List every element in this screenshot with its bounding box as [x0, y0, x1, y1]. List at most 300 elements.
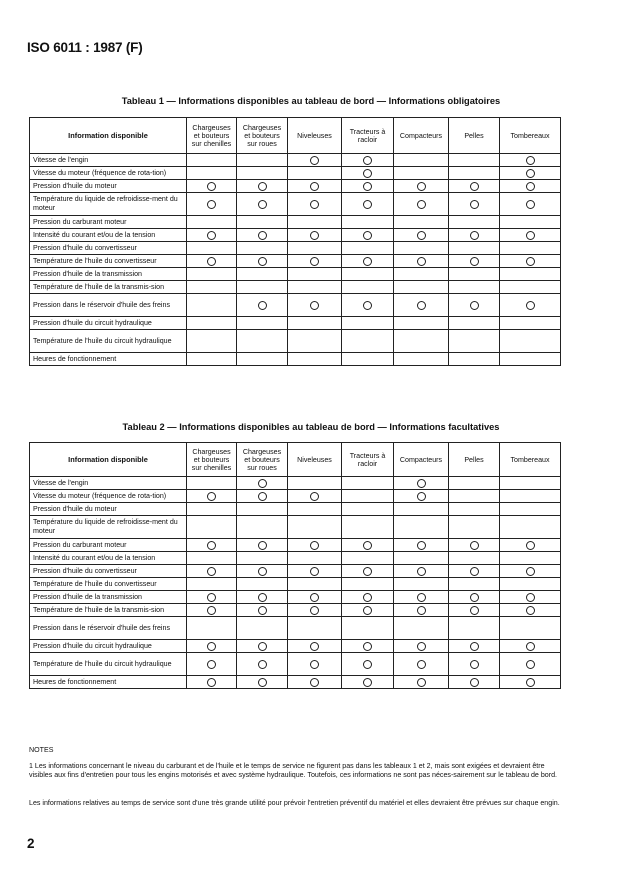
column-header-7: Tombereaux — [500, 443, 561, 477]
row-label: Vitesse du moteur (fréquence de rota-tion) — [30, 490, 187, 503]
table1-body — [30, 154, 561, 366]
circle-mark-icon — [207, 567, 216, 576]
mark-cell — [394, 193, 449, 216]
circle-mark-icon — [417, 660, 426, 669]
mark-cell — [449, 330, 500, 353]
mark-cell — [500, 193, 561, 216]
mark-cell — [187, 604, 237, 617]
mark-cell — [288, 167, 342, 180]
table-row — [30, 353, 561, 366]
circle-mark-icon — [310, 593, 319, 602]
circle-mark-icon — [363, 678, 372, 687]
mark-cell — [394, 578, 449, 591]
mark-cell — [342, 539, 394, 552]
circle-mark-icon — [417, 200, 426, 209]
mark-cell — [500, 281, 561, 294]
mark-cell — [237, 167, 288, 180]
mark-cell — [500, 477, 561, 490]
mark-cell — [187, 330, 237, 353]
circle-mark-icon — [207, 492, 216, 501]
mark-cell — [449, 216, 500, 229]
mark-cell — [449, 255, 500, 268]
mark-cell — [187, 640, 237, 653]
column-header-information: Information disponible — [30, 443, 187, 477]
mark-cell — [394, 490, 449, 503]
circle-mark-icon — [258, 479, 267, 488]
circle-mark-icon — [417, 257, 426, 266]
mark-cell — [449, 516, 500, 539]
circle-mark-icon — [417, 606, 426, 615]
circle-mark-icon — [417, 479, 426, 488]
mark-cell — [449, 477, 500, 490]
circle-mark-icon — [310, 257, 319, 266]
column-header-2: Chargeuses et bouteurs sur roues — [237, 118, 288, 154]
mark-cell — [288, 216, 342, 229]
mark-cell — [342, 490, 394, 503]
mark-cell — [394, 255, 449, 268]
mark-cell — [342, 516, 394, 539]
circle-mark-icon — [310, 678, 319, 687]
mark-cell — [394, 591, 449, 604]
circle-mark-icon — [258, 660, 267, 669]
circle-mark-icon — [310, 606, 319, 615]
row-label: Heures de fonctionnement — [30, 353, 187, 366]
row-label: Température du liquide de refroidisse-ment du moteur — [30, 193, 187, 216]
circle-mark-icon — [207, 200, 216, 209]
mark-cell — [500, 242, 561, 255]
row-label: Pression du carburant moteur — [30, 539, 187, 552]
mark-cell — [394, 229, 449, 242]
mark-cell — [237, 676, 288, 689]
circle-mark-icon — [258, 642, 267, 651]
circle-mark-icon — [207, 541, 216, 550]
row-label: Température de l'huile du circuit hydraulique — [30, 330, 187, 353]
mark-cell — [500, 330, 561, 353]
column-header-6: Pelles — [449, 118, 500, 154]
mark-cell — [342, 353, 394, 366]
table-row — [30, 167, 561, 180]
circle-mark-icon — [310, 231, 319, 240]
circle-mark-icon — [417, 231, 426, 240]
circle-mark-icon — [470, 200, 479, 209]
mark-cell — [500, 516, 561, 539]
mark-cell — [187, 193, 237, 216]
circle-mark-icon — [470, 678, 479, 687]
circle-mark-icon — [310, 301, 319, 310]
mark-cell — [237, 617, 288, 640]
mark-cell — [187, 353, 237, 366]
table1-caption: Tableau 1 — Informations disponibles au tableau de bord — Informations obligatoires — [121, 96, 501, 106]
mark-cell — [288, 490, 342, 503]
circle-mark-icon — [470, 541, 479, 550]
mark-cell — [342, 653, 394, 676]
circle-mark-icon — [417, 541, 426, 550]
mark-cell — [500, 317, 561, 330]
row-label: Température de l'huile du convertisseur — [30, 578, 187, 591]
table1-mandatory-info — [29, 117, 561, 366]
mark-cell — [394, 167, 449, 180]
table-row — [30, 565, 561, 578]
circle-mark-icon — [207, 257, 216, 266]
mark-cell — [237, 317, 288, 330]
circle-mark-icon — [417, 567, 426, 576]
circle-mark-icon — [417, 492, 426, 501]
table-row — [30, 229, 561, 242]
circle-mark-icon — [207, 593, 216, 602]
mark-cell — [500, 180, 561, 193]
table-row — [30, 490, 561, 503]
table-row — [30, 617, 561, 640]
mark-cell — [237, 255, 288, 268]
circle-mark-icon — [526, 593, 535, 602]
mark-cell — [288, 255, 342, 268]
table-row — [30, 242, 561, 255]
circle-mark-icon — [310, 660, 319, 669]
circle-mark-icon — [363, 156, 372, 165]
mark-cell — [342, 565, 394, 578]
mark-cell — [187, 539, 237, 552]
notes-title: NOTES — [29, 746, 54, 754]
table2-header-row — [30, 443, 561, 477]
mark-cell — [288, 294, 342, 317]
mark-cell — [500, 294, 561, 317]
mark-cell — [288, 353, 342, 366]
circle-mark-icon — [526, 642, 535, 651]
mark-cell — [288, 591, 342, 604]
mark-cell — [187, 268, 237, 281]
circle-mark-icon — [470, 182, 479, 191]
mark-cell — [394, 180, 449, 193]
circle-mark-icon — [470, 593, 479, 602]
mark-cell — [187, 180, 237, 193]
mark-cell — [449, 565, 500, 578]
mark-cell — [394, 477, 449, 490]
mark-cell — [237, 516, 288, 539]
circle-mark-icon — [470, 301, 479, 310]
table-row — [30, 255, 561, 268]
table-row — [30, 330, 561, 353]
column-header-1: Chargeuses et bouteurs sur chenilles — [187, 118, 237, 154]
mark-cell — [187, 490, 237, 503]
mark-cell — [237, 539, 288, 552]
mark-cell — [449, 653, 500, 676]
mark-cell — [394, 552, 449, 565]
mark-cell — [288, 565, 342, 578]
circle-mark-icon — [363, 231, 372, 240]
mark-cell — [394, 216, 449, 229]
row-label: Température de l'huile de la transmis-sion — [30, 604, 187, 617]
circle-mark-icon — [526, 660, 535, 669]
mark-cell — [288, 604, 342, 617]
mark-cell — [394, 676, 449, 689]
mark-cell — [288, 242, 342, 255]
mark-cell — [187, 565, 237, 578]
circle-mark-icon — [470, 567, 479, 576]
circle-mark-icon — [207, 678, 216, 687]
circle-mark-icon — [258, 200, 267, 209]
circle-mark-icon — [310, 567, 319, 576]
mark-cell — [187, 242, 237, 255]
table-row — [30, 516, 561, 539]
mark-cell — [187, 653, 237, 676]
mark-cell — [288, 516, 342, 539]
mark-cell — [187, 552, 237, 565]
mark-cell — [237, 565, 288, 578]
column-header-information: Information disponible — [30, 118, 187, 154]
mark-cell — [342, 617, 394, 640]
table-row — [30, 676, 561, 689]
mark-cell — [342, 154, 394, 167]
table-row — [30, 591, 561, 604]
mark-cell — [394, 268, 449, 281]
mark-cell — [342, 640, 394, 653]
row-label: Température de l'huile du convertisseur — [30, 255, 187, 268]
mark-cell — [342, 503, 394, 516]
mark-cell — [288, 578, 342, 591]
mark-cell — [449, 490, 500, 503]
circle-mark-icon — [526, 541, 535, 550]
mark-cell — [449, 242, 500, 255]
mark-cell — [394, 503, 449, 516]
table-row — [30, 653, 561, 676]
circle-mark-icon — [526, 257, 535, 266]
circle-mark-icon — [310, 541, 319, 550]
mark-cell — [187, 676, 237, 689]
mark-cell — [449, 268, 500, 281]
mark-cell — [449, 503, 500, 516]
mark-cell — [394, 653, 449, 676]
circle-mark-icon — [526, 231, 535, 240]
mark-cell — [500, 578, 561, 591]
circle-mark-icon — [417, 678, 426, 687]
mark-cell — [342, 477, 394, 490]
mark-cell — [187, 229, 237, 242]
document-header: ISO 6011 : 1987 (F) — [27, 40, 143, 55]
circle-mark-icon — [363, 200, 372, 209]
mark-cell — [288, 477, 342, 490]
mark-cell — [288, 640, 342, 653]
circle-mark-icon — [363, 257, 372, 266]
mark-cell — [449, 294, 500, 317]
mark-cell — [288, 617, 342, 640]
circle-mark-icon — [258, 492, 267, 501]
row-label: Pression d'huile du moteur — [30, 503, 187, 516]
mark-cell — [394, 330, 449, 353]
circle-mark-icon — [417, 182, 426, 191]
mark-cell — [342, 591, 394, 604]
mark-cell — [187, 294, 237, 317]
mark-cell — [394, 604, 449, 617]
mark-cell — [449, 640, 500, 653]
row-label: Vitesse du moteur (fréquence de rota-tion) — [30, 167, 187, 180]
column-header-1: Chargeuses et bouteurs sur chenilles — [187, 443, 237, 477]
mark-cell — [449, 353, 500, 366]
page-number: 2 — [27, 836, 35, 851]
mark-cell — [237, 552, 288, 565]
row-label: Température de l'huile de la transmis-sion — [30, 281, 187, 294]
mark-cell — [500, 268, 561, 281]
mark-cell — [500, 255, 561, 268]
mark-cell — [187, 281, 237, 294]
circle-mark-icon — [363, 301, 372, 310]
row-label: Vitesse de l'engin — [30, 477, 187, 490]
column-header-2: Chargeuses et bouteurs sur roues — [237, 443, 288, 477]
mark-cell — [237, 330, 288, 353]
mark-cell — [237, 216, 288, 229]
mark-cell — [449, 154, 500, 167]
mark-cell — [187, 617, 237, 640]
circle-mark-icon — [526, 182, 535, 191]
table2-body — [30, 477, 561, 689]
row-label: Pression dans le réservoir d'huile des freins — [30, 294, 187, 317]
column-header-3: Niveleuses — [288, 443, 342, 477]
circle-mark-icon — [526, 156, 535, 165]
circle-mark-icon — [310, 182, 319, 191]
column-header-4: Tracteurs à racloir — [342, 443, 394, 477]
mark-cell — [394, 317, 449, 330]
circle-mark-icon — [258, 257, 267, 266]
mark-cell — [288, 229, 342, 242]
mark-cell — [342, 268, 394, 281]
circle-mark-icon — [258, 606, 267, 615]
circle-mark-icon — [207, 660, 216, 669]
circle-mark-icon — [363, 593, 372, 602]
mark-cell — [449, 552, 500, 565]
mark-cell — [342, 604, 394, 617]
mark-cell — [237, 242, 288, 255]
table2-optional-info — [29, 442, 561, 689]
row-label: Pression dans le réservoir d'huile des freins — [30, 617, 187, 640]
mark-cell — [288, 676, 342, 689]
mark-cell — [342, 552, 394, 565]
row-label: Vitesse de l'engin — [30, 154, 187, 167]
mark-cell — [288, 317, 342, 330]
mark-cell — [342, 167, 394, 180]
mark-cell — [394, 281, 449, 294]
circle-mark-icon — [526, 606, 535, 615]
mark-cell — [394, 294, 449, 317]
table-row — [30, 216, 561, 229]
circle-mark-icon — [526, 169, 535, 178]
circle-mark-icon — [258, 182, 267, 191]
mark-cell — [394, 516, 449, 539]
circle-mark-icon — [363, 606, 372, 615]
circle-mark-icon — [207, 182, 216, 191]
circle-mark-icon — [258, 231, 267, 240]
mark-cell — [237, 193, 288, 216]
mark-cell — [500, 490, 561, 503]
mark-cell — [449, 180, 500, 193]
circle-mark-icon — [417, 642, 426, 651]
mark-cell — [187, 477, 237, 490]
row-label: Intensité du courant et/ou de la tension — [30, 229, 187, 242]
table-row — [30, 281, 561, 294]
row-label: Pression d'huile du circuit hydraulique — [30, 317, 187, 330]
row-label: Pression d'huile de la transmission — [30, 591, 187, 604]
mark-cell — [394, 539, 449, 552]
row-label: Pression d'huile du convertisseur — [30, 242, 187, 255]
mark-cell — [237, 604, 288, 617]
mark-cell — [187, 578, 237, 591]
mark-cell — [500, 216, 561, 229]
mark-cell — [500, 503, 561, 516]
mark-cell — [449, 229, 500, 242]
mark-cell — [342, 193, 394, 216]
table-row — [30, 193, 561, 216]
column-header-5: Compacteurs — [394, 118, 449, 154]
row-label: Intensité du courant et/ou de la tension — [30, 552, 187, 565]
mark-cell — [237, 640, 288, 653]
table-row — [30, 640, 561, 653]
mark-cell — [342, 281, 394, 294]
row-label: Pression d'huile du circuit hydraulique — [30, 640, 187, 653]
column-header-4: Tracteurs à racloir — [342, 118, 394, 154]
mark-cell — [500, 591, 561, 604]
circle-mark-icon — [310, 492, 319, 501]
mark-cell — [342, 216, 394, 229]
mark-cell — [394, 353, 449, 366]
mark-cell — [288, 330, 342, 353]
mark-cell — [237, 268, 288, 281]
mark-cell — [394, 640, 449, 653]
row-label: Pression d'huile du convertisseur — [30, 565, 187, 578]
mark-cell — [237, 477, 288, 490]
mark-cell — [500, 552, 561, 565]
mark-cell — [449, 281, 500, 294]
table2-caption: Tableau 2 — Informations disponibles au tableau de bord — Informations facultatives — [122, 422, 500, 432]
circle-mark-icon — [363, 541, 372, 550]
mark-cell — [288, 154, 342, 167]
mark-cell — [342, 676, 394, 689]
mark-cell — [449, 676, 500, 689]
mark-cell — [500, 653, 561, 676]
mark-cell — [187, 516, 237, 539]
circle-mark-icon — [526, 678, 535, 687]
circle-mark-icon — [470, 606, 479, 615]
mark-cell — [237, 653, 288, 676]
mark-cell — [288, 268, 342, 281]
circle-mark-icon — [526, 301, 535, 310]
mark-cell — [500, 353, 561, 366]
mark-cell — [500, 676, 561, 689]
mark-cell — [237, 281, 288, 294]
mark-cell — [500, 154, 561, 167]
mark-cell — [342, 317, 394, 330]
row-label: Pression d'huile de la transmission — [30, 268, 187, 281]
circle-mark-icon — [417, 301, 426, 310]
mark-cell — [187, 317, 237, 330]
circle-mark-icon — [258, 567, 267, 576]
mark-cell — [449, 604, 500, 617]
mark-cell — [187, 154, 237, 167]
column-header-6: Pelles — [449, 443, 500, 477]
mark-cell — [342, 242, 394, 255]
circle-mark-icon — [526, 567, 535, 576]
mark-cell — [394, 617, 449, 640]
note-1: 1 Les informations concernant le niveau du carburant et de l'huile et le temps de service ne figurent pas dans les tableaux 1 et 2, mais sont exigées et devraient être visibles aux fins d'entretien pour tous les engins motorisés et avec système hydraulique. Toutefois, ces informations ne sont pas néces-sairement sur le tableau de bord. — [29, 762, 558, 779]
table-row — [30, 604, 561, 617]
table-row — [30, 268, 561, 281]
mark-cell — [449, 317, 500, 330]
column-header-5: Compacteurs — [394, 443, 449, 477]
mark-cell — [187, 167, 237, 180]
row-label: Heures de fonctionnement — [30, 676, 187, 689]
table-row — [30, 539, 561, 552]
mark-cell — [187, 503, 237, 516]
mark-cell — [288, 180, 342, 193]
circle-mark-icon — [363, 169, 372, 178]
mark-cell — [237, 503, 288, 516]
